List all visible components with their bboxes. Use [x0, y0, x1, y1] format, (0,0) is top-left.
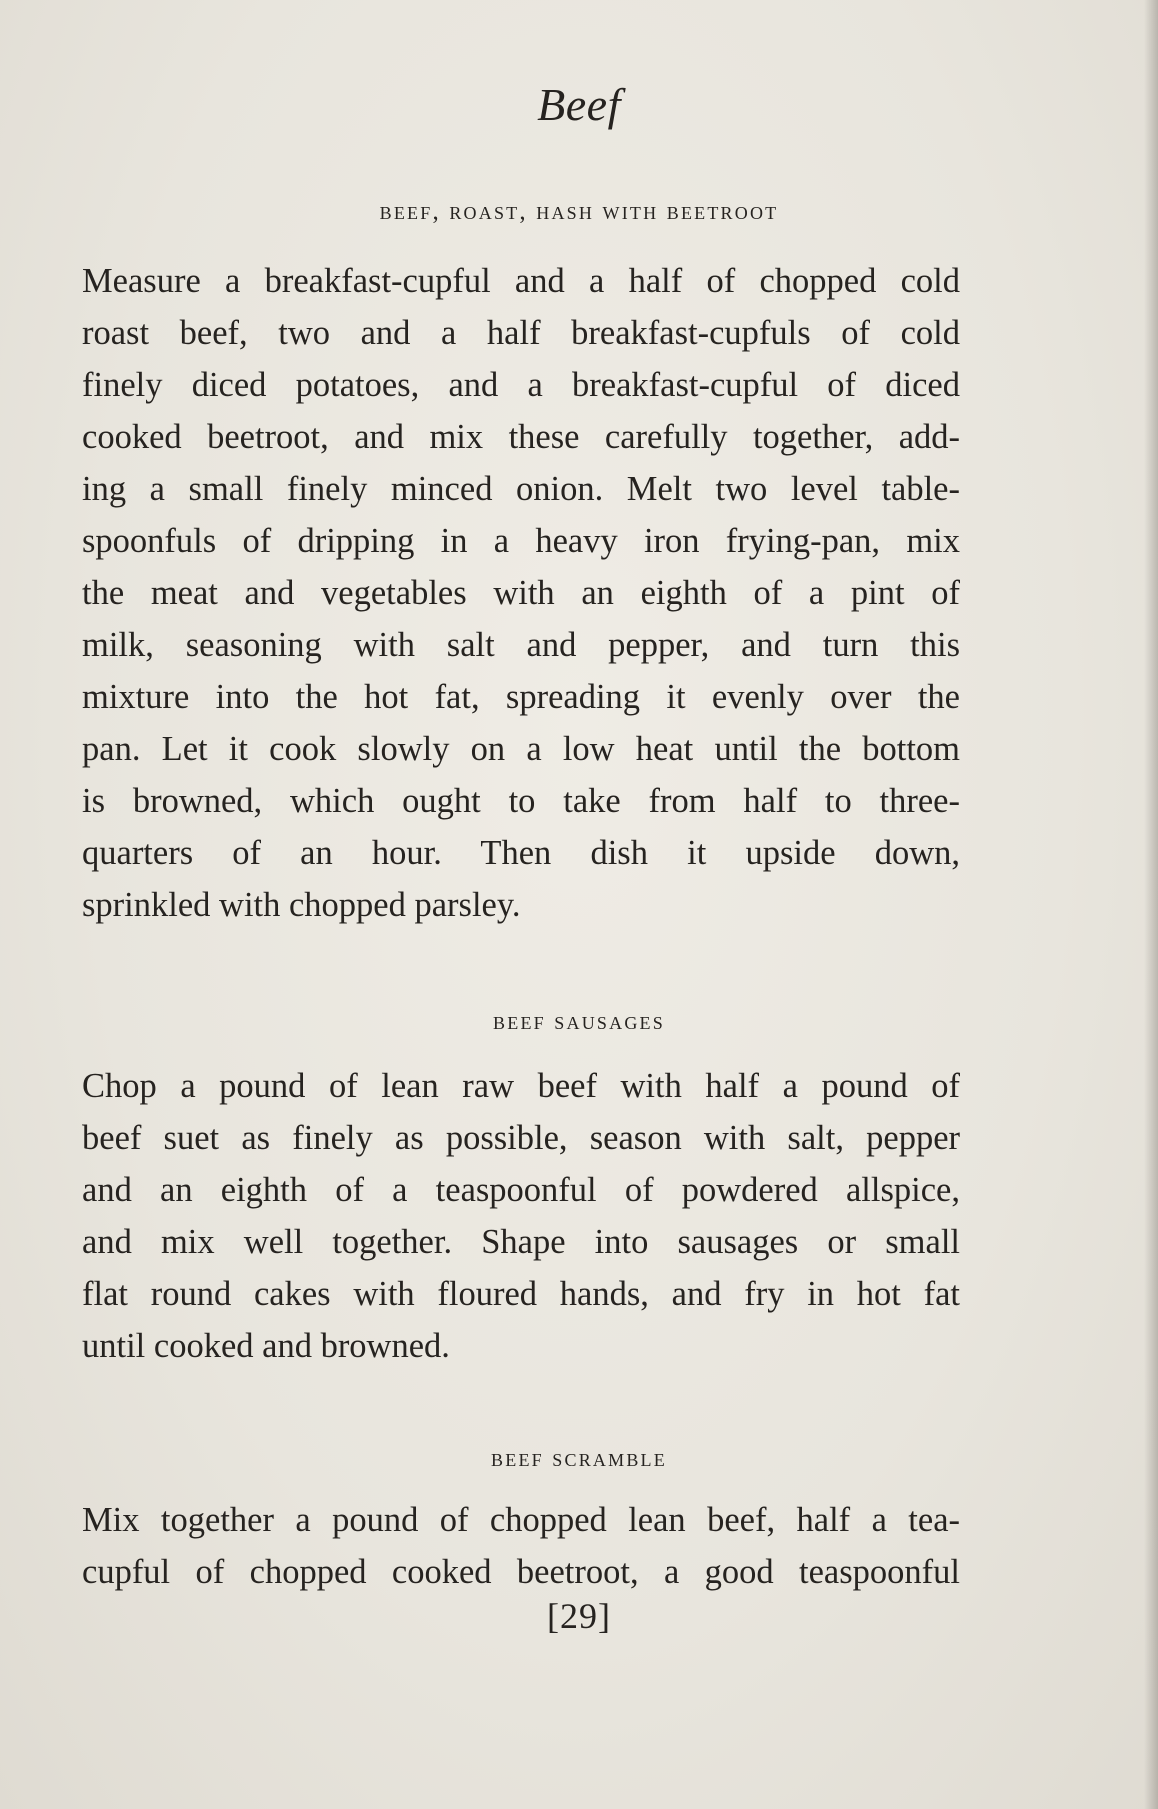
text-line: until cooked and browned. [82, 1327, 450, 1365]
recipe-body-scramble [82, 1494, 960, 1598]
text-line: flat round cakes with floured hands, and fry in hot fat [82, 1275, 960, 1313]
text-line: ing a small finely minced onion. Melt two level table- [82, 470, 960, 508]
text-line: cooked beetroot, and mix these carefully together, add- [82, 418, 960, 456]
page-edge-shadow [1144, 0, 1158, 1809]
text-line: finely diced potatoes, and a breakfast-cupful of diced [82, 366, 960, 404]
text-line: pan. Let it cook slowly on a low heat until the bottom [82, 730, 960, 768]
text-line: Measure a breakfast-cupful and a half of chopped cold [82, 262, 960, 300]
text-line: cupful of chopped cooked beetroot, a good teaspoonful [82, 1553, 960, 1591]
text-line: mixture into the hot fat, spreading it evenly over the [82, 678, 960, 716]
recipe-heading-roast-hash: beef, roast, hash with beetroot [379, 198, 779, 225]
text-line: quarters of an hour. Then dish it upside down, [82, 834, 960, 872]
text-line: Chop a pound of lean raw beef with half a pound of [82, 1067, 960, 1105]
text-line: roast beef, two and a half breakfast-cupfuls of cold [82, 314, 960, 352]
text-line: is browned, which ought to take from half to three- [82, 782, 960, 820]
text-line: the meat and vegetables with an eighth of a pint of [82, 574, 960, 612]
text-line: and mix well together. Shape into sausages or small [82, 1223, 960, 1261]
text-line: sprinkled with chopped parsley. [82, 886, 521, 924]
text-line: Mix together a pound of chopped lean beef, half a tea- [82, 1501, 960, 1539]
recipe-body-sausages [82, 1060, 960, 1372]
page-number: [29] [547, 1596, 611, 1636]
recipe-body-roast-hash [82, 255, 960, 931]
text-line: beef suet as finely as possible, season with salt, pepper [82, 1119, 960, 1157]
recipe-heading-sausages: beef sausages [493, 1008, 665, 1035]
page-title: Beef [537, 79, 621, 130]
recipe-heading-scramble: beef scramble [491, 1445, 667, 1472]
text-line: milk, seasoning with salt and pepper, and turn this [82, 626, 960, 664]
text-line: spoonfuls of dripping in a heavy iron frying-pan, mix [82, 522, 960, 560]
text-line: and an eighth of a teaspoonful of powdered allspice, [82, 1171, 960, 1209]
